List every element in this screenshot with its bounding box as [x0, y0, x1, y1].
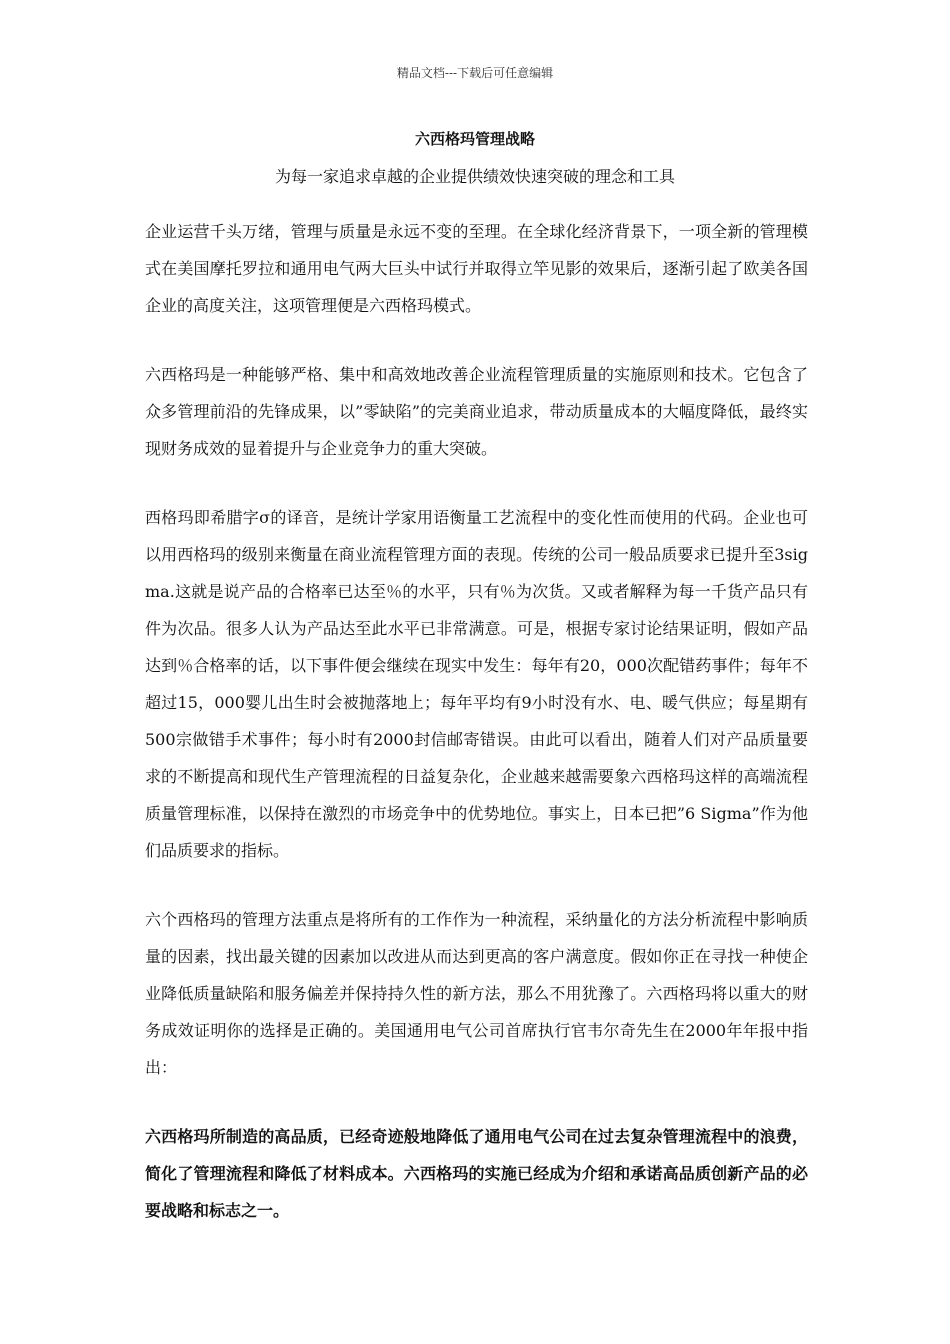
paragraph-quote: 六西格玛所制造的高品质，已经奇迹般地降低了通用电气公司在过去复杂管理流程中的浪费，简化了管理流程和降低了材料成本。六西格玛的实施已经成为介绍和承诺高品质创新产品的必要战略和标志之一。 [145, 1127, 808, 1220]
paragraph-intro: 企业运营千头万绪，管理与质量是永远不变的至理。在全球化经济背景下，一项全新的管理模式在美国摩托罗拉和通用电气两大巨头中试行并取得立竿见影的效果后，逐渐引起了欧美各国企业的高度关注，这项管理便是六西格玛模式。 [145, 222, 808, 315]
paragraph-sigma-explanation: 西格玛即希腊字σ的译音，是统计学家用语衡量工艺流程中的变化性而使用的代码。企业也可以用西格玛的级别来衡量在商业流程管理方面的表现。传统的公司一般品质要求已提升至3sigma.这就是说产品的合格率已达至％的水平，只有％为次货。又或者解释为每一千货产品只有件为次品。很多人认为产品达至此水平已非常满意。可是，根据专家讨论结果证明，假如产品达到％合格率的话，以下事件便会继续在现实中发生：每年有20，000次配错药事件；每年不超过15，000婴儿出生时会被抛落地上；每年平均有9小时没有水、电、暖气供应；每星期有500宗做错手术事件；每小时有2000封信邮寄错误。由此可以看出，随着人们对产品质量要求的不断提高和现代生产管理流程的日益复杂化，企业越来越需要象六西格玛这样的高端流程质量管理标准，以保持在激烈的市场竞争中的优势地位。事实上，日本已把”6 Sigma”作为他们品质要求的指标。 [145, 508, 808, 860]
document-title: 六西格玛管理战略 [414, 130, 535, 148]
paragraph-method: 六个西格玛的管理方法重点是将所有的工作作为一种流程，采纳量化的方法分析流程中影响质量的因素，找出最关键的因素加以改进从而达到更高的客户满意度。假如你正在寻找一种使企业降低质量缺陷和服务偏差并保持持久性的新方法，那么不用犹豫了。六西格玛将以重大的财务成效证明你的选择是正确的。美国通用电气公司首席执行官韦尔奇先生在2000年年报中指出： [145, 910, 808, 1077]
header-note: 精品文档---下载后可任意编辑 [396, 66, 554, 80]
document-body [145, 213, 808, 1261]
document-subtitle: 为每一家追求卓越的企业提供绩效快速突破的理念和工具 [274, 167, 675, 186]
paragraph-definition: 六西格玛是一种能够严格、集中和高效地改善企业流程管理质量的实施原则和技术。它包含了众多管理前沿的先锋成果，以”零缺陷”的完美商业追求，带动质量成本的大幅度降低，最终实现财务成效的显着提升与企业竞争力的重大突破。 [145, 365, 808, 458]
